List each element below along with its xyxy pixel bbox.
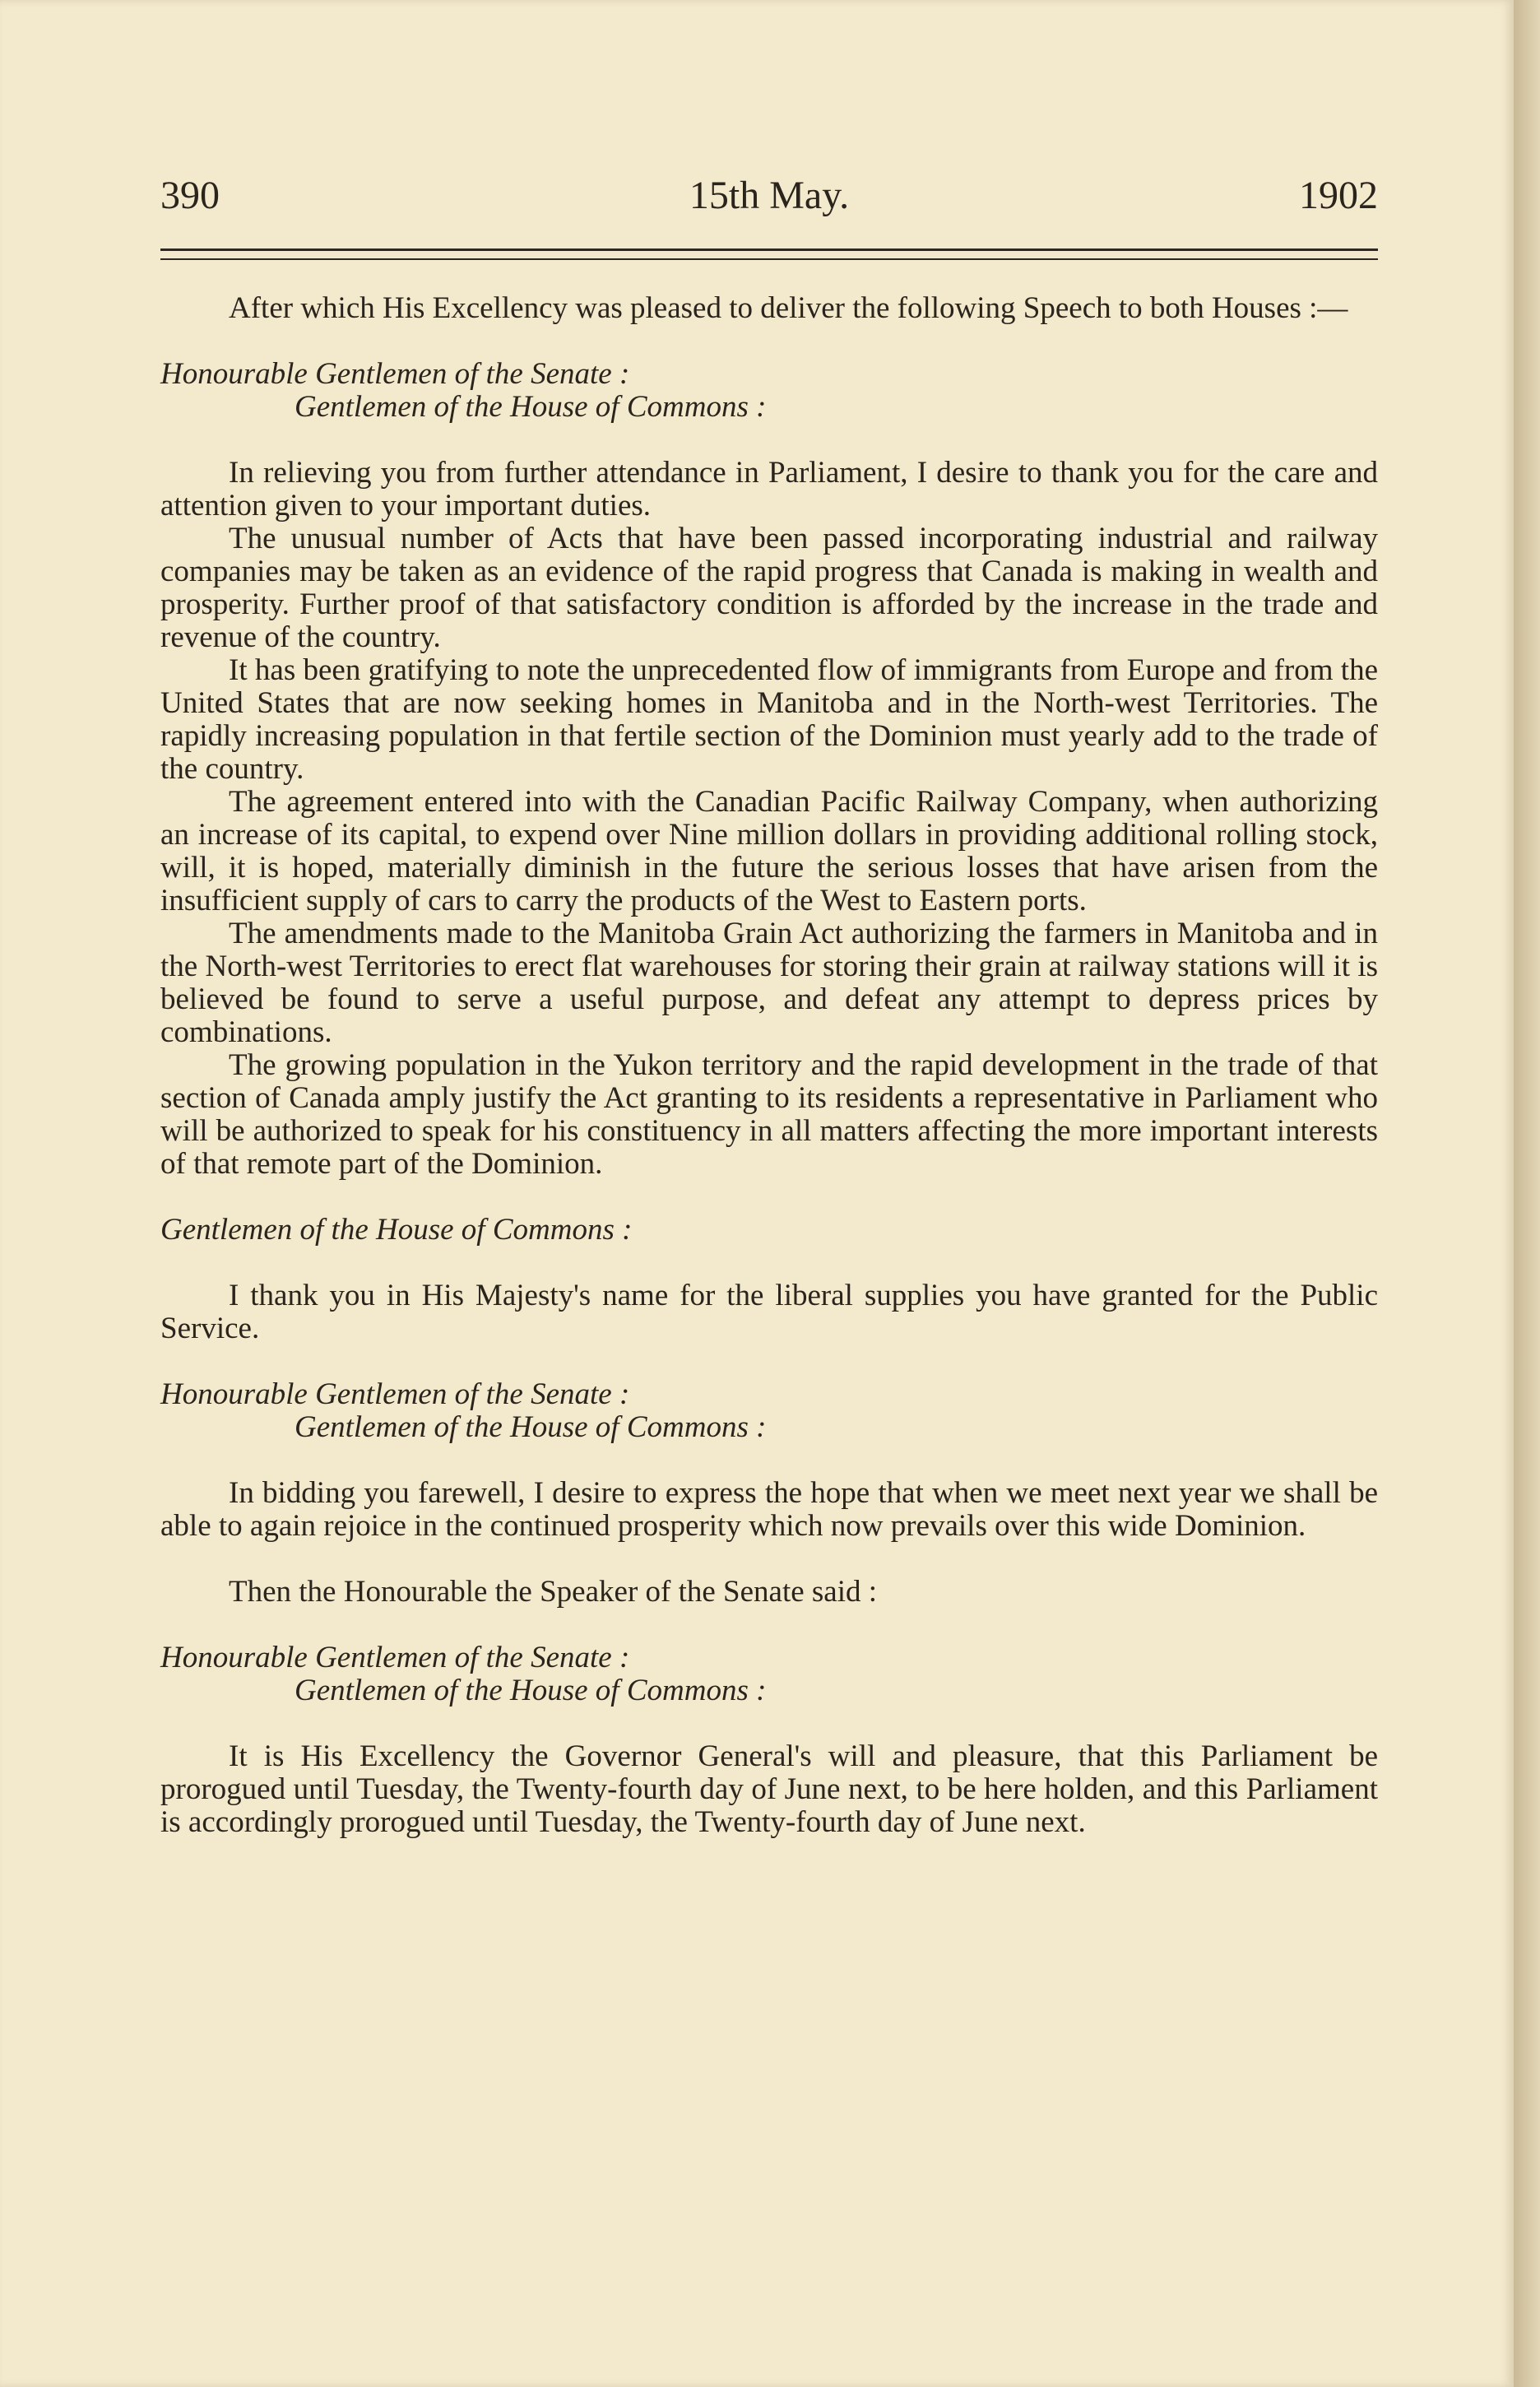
intro-paragraph: After which His Excellency was pleased to deliver the following Speech to both Houses :— bbox=[229, 291, 1348, 325]
header-rule-top bbox=[160, 248, 1378, 251]
header-rule-bottom bbox=[160, 258, 1378, 260]
page-body bbox=[160, 292, 1378, 1839]
running-header bbox=[160, 173, 1378, 230]
speech-paragraph: The amendments made to the Manitoba Grain Act authorizing the farmers in Manitoba and in the North-west Territories to erect flat warehouses for storing their grain at railway stations will it is believed be found to serve a useful purpose, and defeat any attempt to depress prices by combinations. bbox=[160, 917, 1378, 1049]
page-number: 390 bbox=[160, 174, 220, 217]
salutation-senate: Honourable Gentlemen of the Senate : bbox=[160, 1377, 630, 1411]
speech-paragraph: The agreement entered into with the Canadian Pacific Railway Company, when authorizing an increase of its capital, to expend over Nine million dollars in providing additional rolling stock, will, it is hoped, materially diminish in the future the serious losses that have arisen from the insufficient supply of cars to carry the products of the West to Eastern ports. bbox=[160, 785, 1378, 917]
commons-paragraph: I thank you in His Majesty's name for the liberal supplies you have granted for the Public Service. bbox=[160, 1279, 1378, 1345]
farewell-paragraph: In bidding you farewell, I desire to express the hope that when we meet next year we shall be able to again rejoice in the continued prosperity which now prevails over this wide Dominion. bbox=[160, 1476, 1378, 1543]
prorogation-paragraph: It is His Excellency the Governor General's will and pleasure, that this Parliament be prorogued until Tuesday, the Twenty-fourth day of June next, to be here holden, and this Parliament is accordingly prorogued until Tuesday, the Twenty-fourth day of June next. bbox=[160, 1739, 1378, 1839]
salutation-commons-only: Gentlemen of the House of Commons : bbox=[160, 1213, 633, 1247]
page-edge bbox=[1514, 0, 1540, 2387]
salutation-commons: Gentlemen of the House of Commons : bbox=[295, 1674, 767, 1707]
salutation-commons: Gentlemen of the House of Commons : bbox=[295, 390, 767, 424]
salutation-commons: Gentlemen of the House of Commons : bbox=[295, 1410, 767, 1444]
salutation-senate: Honourable Gentlemen of the Senate : bbox=[160, 1641, 630, 1674]
speech-paragraph: In relieving you from further attendance in Parliament, I desire to thank you for the care and attention given to your important duties. bbox=[160, 456, 1378, 522]
speech-paragraph: It has been gratifying to note the unprecedented flow of immigrants from Europe and from the United States that are now seeking homes in Manitoba and in the North-west Territories. The rapidly increasing population in that fertile section of the Dominion must yearly add to the trade of the country. bbox=[160, 653, 1378, 786]
header-year: 1902 bbox=[1299, 174, 1378, 217]
salutation-senate: Honourable Gentlemen of the Senate : bbox=[160, 357, 630, 391]
header-date: 15th May. bbox=[689, 174, 850, 217]
speaker-intro: Then the Honourable the Speaker of the Senate said : bbox=[229, 1575, 878, 1609]
speech-paragraph: The unusual number of Acts that have been passed incorporating industrial and railway companies may be taken as an evidence of the rapid progress that Canada is making in wealth and prosperity. Further proof of that satisfactory condition is afforded by the increase in the trade and revenue of the country. bbox=[160, 522, 1378, 654]
speech-paragraph: The growing population in the Yukon territory and the rapid development in the trade of that section of Canada amply justify the Act granting to its residents a representative in Parliament who will be authorized to speak for his constituency in all matters affecting the more important interests of that remote part of the Dominion. bbox=[160, 1048, 1378, 1181]
